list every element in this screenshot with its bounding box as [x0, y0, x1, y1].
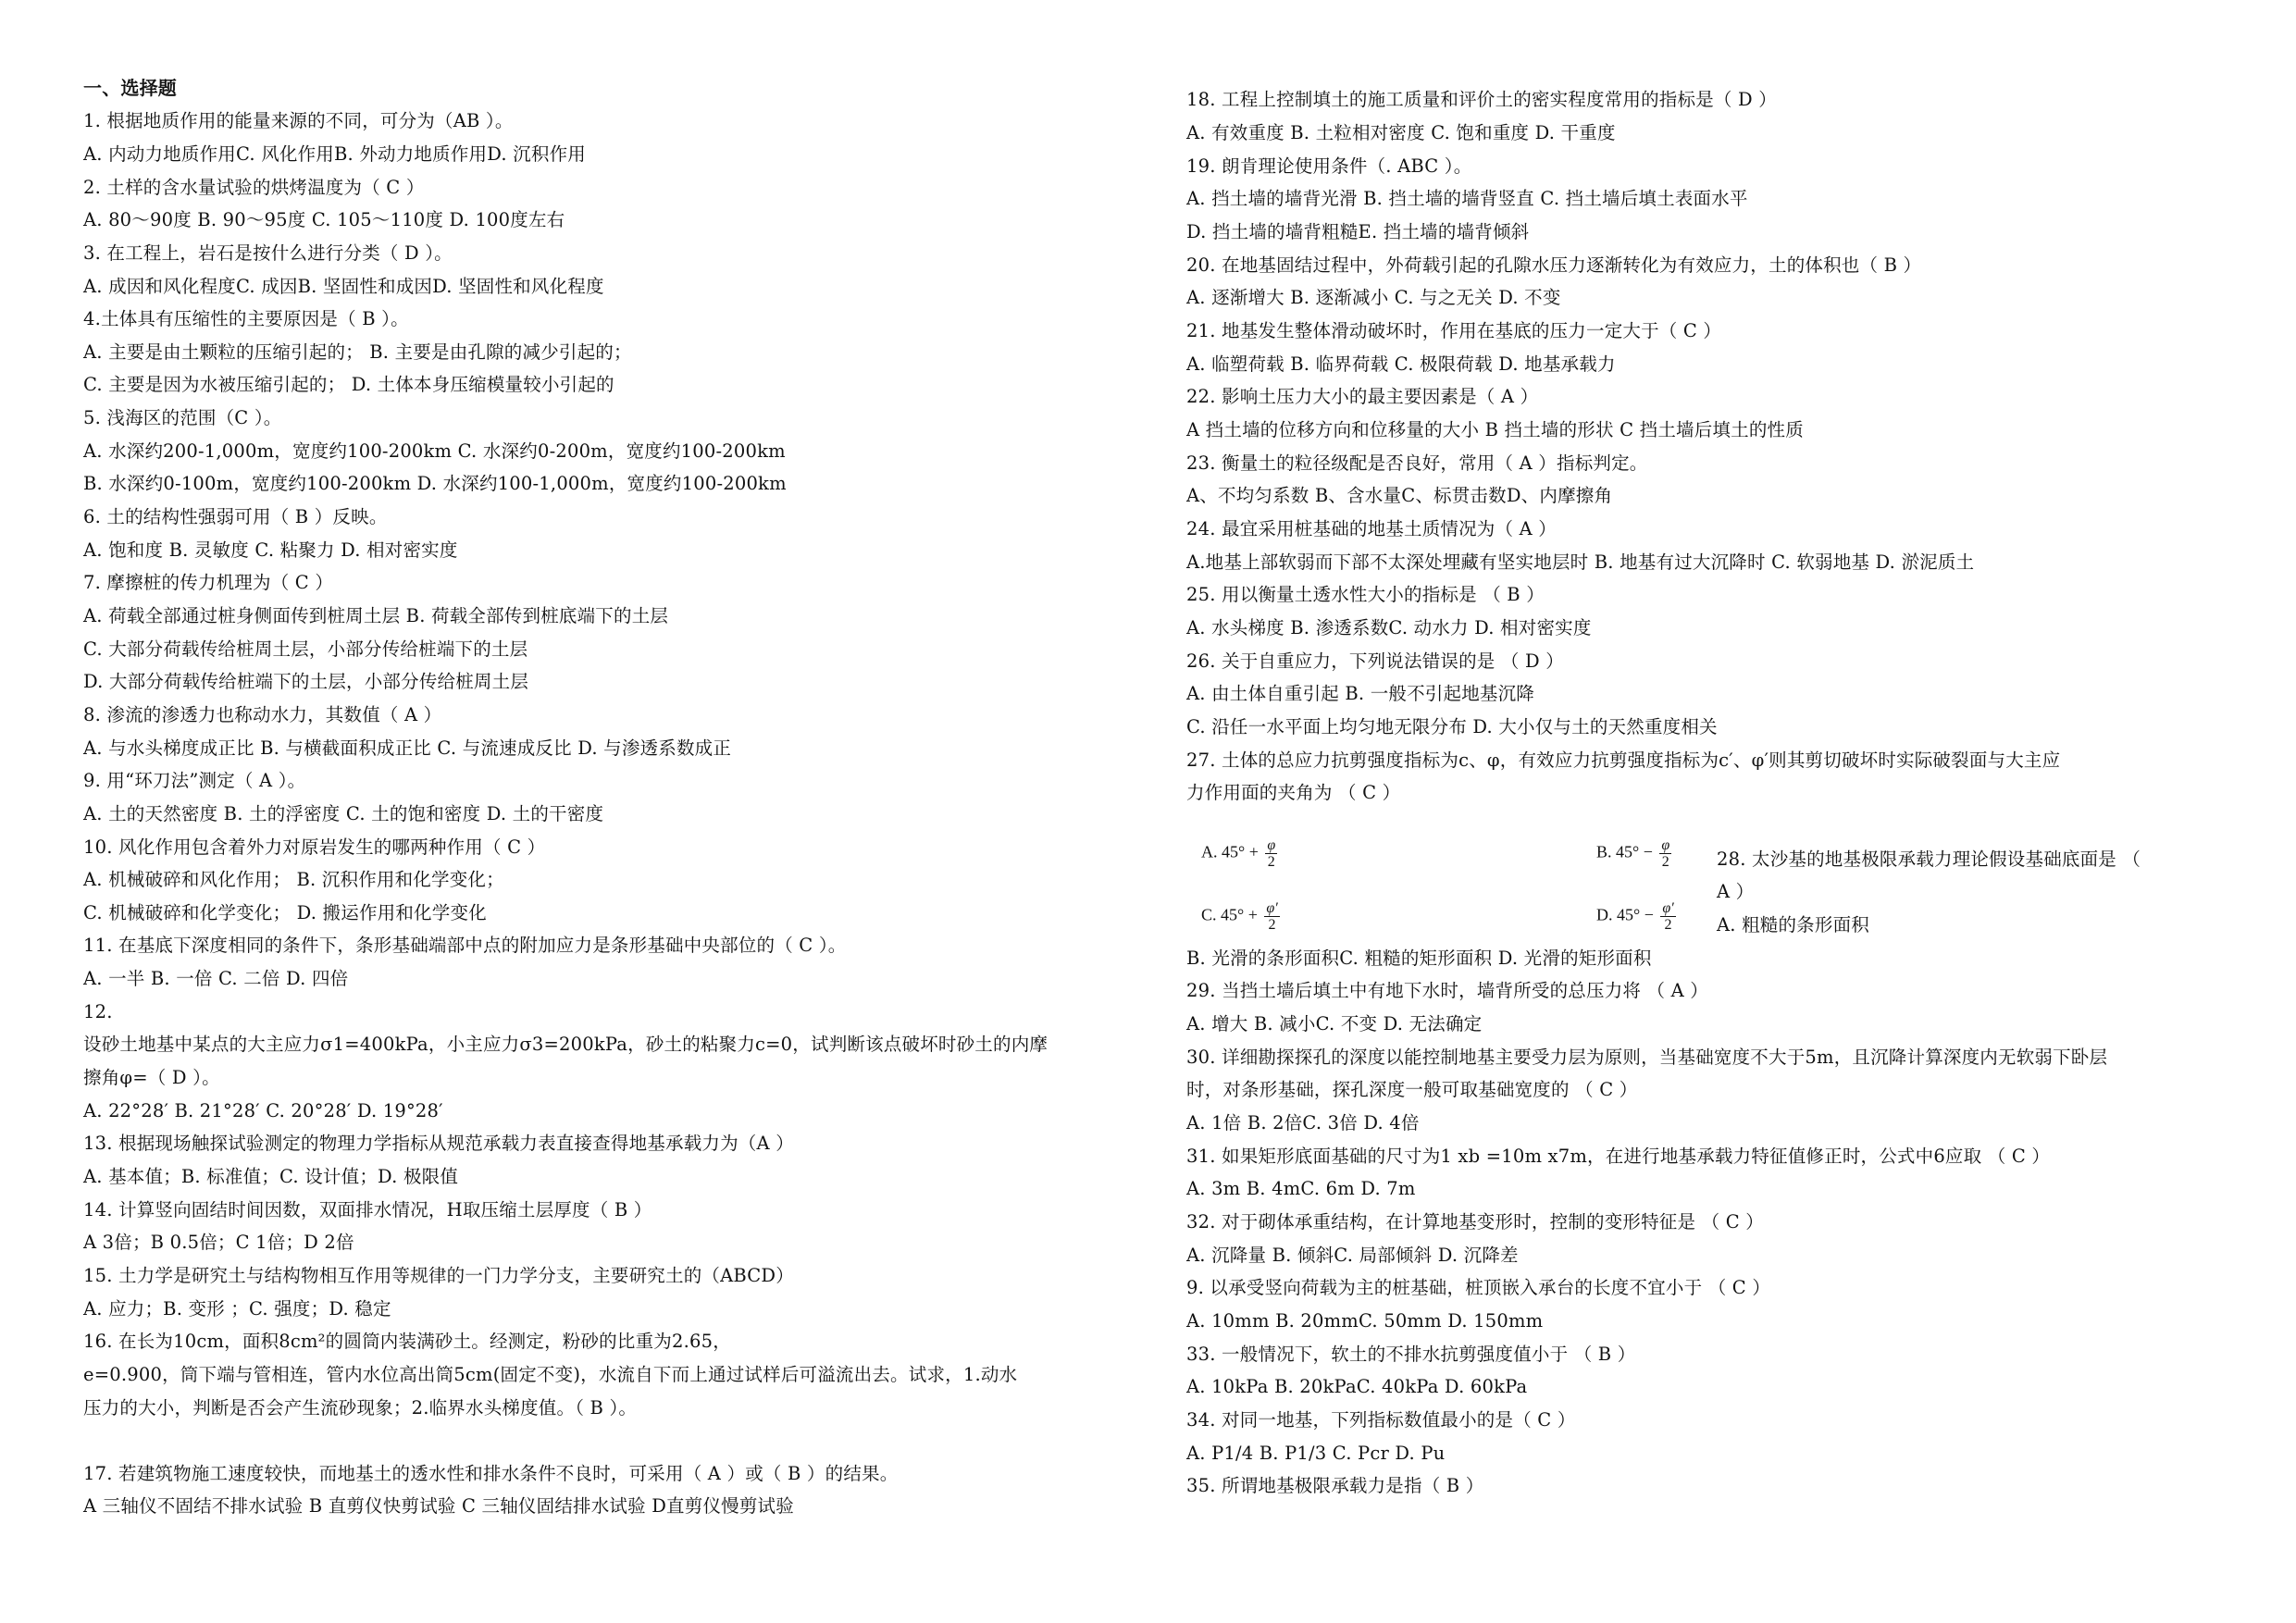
text-line: A. 水头梯度 B. 渗透系数C. 动水力 D. 相对密实度	[1186, 617, 1592, 638]
text-line: 26. 关于自重应力，下列说法错误的是 （ D ）	[1186, 650, 1564, 672]
text-line: A ）	[1717, 881, 1755, 902]
formula-option-d-label: D. 45° −	[1596, 905, 1654, 924]
text-line: A. 内动力地质作用C. 风化作用B. 外动力地质作用D. 沉积作用	[83, 143, 586, 165]
text-line: 20. 在地基固结过程中，外荷载引起的孔隙水压力逐渐转化为有效应力，土的体积也（ B ）	[1186, 254, 1922, 276]
text-line: 11. 在基底下深度相同的条件下，条形基础端部中点的附加应力是条形基础中央部位的（ C ）。	[83, 935, 847, 956]
text-line: 15. 土力学是研究土与结构物相互作用等规律的一门力学分支，主要研究土的（ABCD）	[83, 1265, 794, 1286]
text-line: 6. 土的结构性强弱可用（ B ）反映。	[83, 506, 388, 527]
text-line: A. 10mm B. 20mmC. 50mm D. 150mm	[1186, 1310, 1544, 1332]
text-line: A 3倍；B 0.5倍；C 1倍；D 2倍	[83, 1232, 354, 1253]
text-line: 32. 对于砌体承重结构，在计算地基变形时，控制的变形特征是 （ C ）	[1186, 1211, 1764, 1233]
text-line: A. P1/4 B. P1/3 C. Pcr D. Pu	[1186, 1443, 1446, 1464]
text-line: A. 逐渐增大 B. 逐渐减小 C. 与之无关 D. 不变	[1186, 287, 1561, 308]
text-line: 18. 工程上控制填土的施工质量和评价土的密实程度常用的指标是（ D ）	[1186, 89, 1777, 110]
text-line: A. 主要是由土颗粒的压缩引起的； B. 主要是由孔隙的减少引起的；	[83, 341, 632, 363]
text-line: 12.	[83, 1001, 113, 1022]
formula-option-b-numerator: φ	[1661, 837, 1670, 853]
text-line: 16. 在长为10cm，面积8cm²的圆筒内装满砂土。经测定，粉砂的比重为2.65，	[83, 1331, 731, 1352]
text-line: A. 成因和风化程度C. 成因B. 坚固性和成因D. 坚固性和风化程度	[83, 276, 604, 297]
formula-option-b-label: B. 45° −	[1596, 842, 1653, 861]
text-line: D. 大部分荷载传给桩端下的土层，小部分传给桩周土层	[83, 671, 529, 692]
text-line: A 挡土墙的位移方向和位移量的大小 B 挡土墙的形状 C 挡土墙后填土的性质	[1186, 419, 1804, 440]
text-line: A. 一半 B. 一倍 C. 二倍 D. 四倍	[83, 968, 349, 989]
text-line: C. 机械破碎和化学变化； D. 搬运作用和化学变化	[83, 902, 487, 923]
text-line: A、不均匀系数 B、含水量C、标贯击数D、内摩擦角	[1186, 485, 1613, 506]
text-line: 9. 以承受竖向荷载为主的桩基础，桩顶嵌入承台的长度不宜小于 （ C ）	[1186, 1277, 1771, 1298]
text-line: A. 80～90度 B. 90～95度 C. 105～110度 D. 100度左右	[83, 209, 565, 230]
formula-option-b-denominator: 2	[1661, 854, 1669, 870]
text-line: A. 增大 B. 减小C. 不变 D. 无法确定	[1186, 1013, 1483, 1035]
text-line: 22. 影响土压力大小的最主要因素是（ A ）	[1186, 386, 1539, 407]
text-line: 13. 根据现场触探试验测定的物理力学指标从规范承载力表直接查得地基承载力为（A ）	[83, 1133, 794, 1154]
text-line: 24. 最宜采用桩基础的地基土质情况为（ A ）	[1186, 518, 1557, 539]
text-line: A.地基上部软弱而下部不太深处埋藏有坚实地层时 B. 地基有过大沉降时 C. 软弱地基 D. 淤泥质土	[1186, 551, 1975, 573]
text-line: A. 1倍 B. 2倍C. 3倍 D. 4倍	[1186, 1112, 1420, 1134]
text-line: D. 挡土墙的墙背粗糙E. 挡土墙的墙背倾斜	[1186, 221, 1530, 242]
text-line: 23. 衡量土的粒径级配是否良好，常用（ A ）指标判定。	[1186, 452, 1648, 474]
text-line: 25. 用以衡量土透水性大小的指标是 （ B ）	[1186, 584, 1545, 605]
section-heading: 一、选择题	[83, 77, 177, 99]
formula-option-d-denominator: 2	[1664, 917, 1672, 933]
formula-option-c-denominator: 2	[1268, 917, 1276, 933]
formula-option-a-numerator: φ	[1267, 837, 1276, 853]
text-line: B. 光滑的条形面积C. 粗糙的矩形面积 D. 光滑的矩形面积	[1186, 948, 1652, 969]
text-line: 14. 计算竖向固结时间因数，双面排水情况，H取压缩土层厚度（ B ）	[83, 1199, 652, 1220]
text-line: A. 与水头梯度成正比 B. 与横截面积成正比 C. 与流速成反比 D. 与渗透系数成正	[83, 737, 732, 759]
text-line: 28. 太沙基的地基极限承载力理论假设基础底面是 （	[1717, 849, 2141, 870]
text-line: 擦角φ=（ D ）。	[83, 1067, 220, 1088]
text-line: 19. 朗肯理论使用条件（. ABC ）。	[1186, 155, 1472, 177]
text-line: 4.土体具有压缩性的主要原因是（ B ）。	[83, 308, 409, 329]
text-line: A. 有效重度 B. 土粒相对密度 C. 饱和重度 D. 干重度	[1186, 122, 1616, 143]
text-line: C. 大部分荷载传给桩周土层，小部分传给桩端下的土层	[83, 638, 528, 660]
text-line: A. 机械破碎和风化作用； B. 沉积作用和化学变化；	[83, 869, 504, 890]
text-line: A. 沉降量 B. 倾斜C. 局部倾斜 D. 沉降差	[1186, 1245, 1519, 1266]
text-line: B. 水深约0-100m，宽度约100-200km D. 水深约100-1,000m，宽度约100-200km	[83, 473, 787, 494]
text-line: 3. 在工程上，岩石是按什么进行分类（ D ）。	[83, 242, 453, 264]
formula-option-d-numerator: φ′	[1662, 900, 1674, 916]
text-line: 10. 风化作用包含着外力对原岩发生的哪两种作用（ C ）	[83, 836, 546, 858]
text-line: A. 由土体自重引起 B. 一般不引起地基沉降	[1186, 683, 1535, 704]
text-line: 34. 对同一地基，下列指标数值最小的是（ C ）	[1186, 1409, 1576, 1431]
text-line: 1. 根据地质作用的能量来源的不同，可分为（AB ）。	[83, 110, 514, 131]
formula-option-c	[1201, 900, 1280, 933]
formula-option-c-numerator: φ′	[1266, 900, 1278, 916]
text-line: A. 10kPa B. 20kPaC. 40kPa D. 60kPa	[1186, 1376, 1528, 1397]
text-line: A 三轴仪不固结不排水试验 B 直剪仪快剪试验 C 三轴仪固结排水试验 D直剪仪慢剪试验	[83, 1495, 794, 1517]
formula-option-b	[1596, 837, 1671, 870]
text-line: 17. 若建筑物施工速度较快，而地基土的透水性和排水条件不良时，可采用（ A ）或（ B ）的结果。	[83, 1463, 899, 1484]
text-line: 8. 渗流的渗透力也称动水力，其数值（ A ）	[83, 704, 442, 725]
text-line: 30. 详细勘探探孔的深度以能控制地基主要受力层为原则，当基础宽度不大于5m，且沉降计算深度内无软弱下卧层	[1186, 1047, 2108, 1068]
text-line: 2. 土样的含水量试验的烘烤温度为（ C ）	[83, 177, 425, 198]
text-line: 力作用面的夹角为 （ C ）	[1186, 782, 1401, 803]
text-line: 31. 如果矩形底面基础的尺寸为1 xb =10m x7m，在进行地基承载力特征值修正时，公式中6应取 （ C ）	[1186, 1146, 2051, 1167]
text-line: 33. 一般情况下，软土的不排水抗剪强度值小于 （ B ）	[1186, 1344, 1636, 1365]
text-line: A. 应力；B. 变形 ；C. 强度；D. 稳定	[83, 1298, 391, 1319]
formula-option-a	[1201, 837, 1277, 870]
text-line: 5. 浅海区的范围（C ）。	[83, 407, 282, 428]
text-line: 35. 所谓地基极限承载力是指（ B ）	[1186, 1475, 1484, 1496]
text-line: A. 基本值；B. 标准值；C. 设计值；D. 极限值	[83, 1166, 459, 1187]
text-line: A. 粗糙的条形面积	[1717, 914, 1869, 935]
text-line: 29. 当挡土墙后填土中有地下水时，墙背所受的总压力将 （ A ）	[1186, 980, 1708, 1001]
text-line: A. 水深约200-1,000m，宽度约100-200km C. 水深约0-200m，宽度约100-200km	[83, 440, 786, 462]
text-line: 9. 用“环刀法”测定（ A ）。	[83, 770, 306, 791]
text-line: A. 临塑荷载 B. 临界荷载 C. 极限荷载 D. 地基承载力	[1186, 353, 1616, 375]
formula-option-c-label: C. 45° +	[1201, 905, 1258, 924]
text-line: 设砂土地基中某点的大主应力σ1=400kPa，小主应力σ3=200kPa，砂土的粘聚力c=0，试判断该点破坏时砂土的内摩	[83, 1034, 1049, 1055]
text-line: A. 挡土墙的墙背光滑 B. 挡土墙的墙背竖直 C. 挡土墙后填土表面水平	[1186, 188, 1748, 209]
text-line: A. 22°28′ B. 21°28′ C. 20°28′ D. 19°28′	[83, 1100, 443, 1121]
formula-option-d	[1596, 900, 1676, 933]
text-line: C. 主要是因为水被压缩引起的； D. 土体本身压缩模量较小引起的	[83, 374, 614, 395]
text-line: A. 饱和度 B. 灵敏度 C. 粘聚力 D. 相对密实度	[83, 539, 458, 561]
text-line: 27. 土体的总应力抗剪强度指标为c、φ，有效应力抗剪强度指标为c′、φ′则其剪切破坏时实际破裂面与大主应	[1186, 750, 2061, 771]
text-line: 7. 摩擦桩的传力机理为（ C ）	[83, 572, 334, 593]
text-line: 21. 地基发生整体滑动破坏时，作用在基底的压力一定大于（ C ）	[1186, 320, 1722, 341]
formula-option-a-denominator: 2	[1267, 854, 1275, 870]
text-line: e=0.900，筒下端与管相连，管内水位高出筒5cm(固定不变)，水流自下而上通过试样后可溢流出去。试求，1.动水	[83, 1364, 1018, 1385]
text-line: A. 3m B. 4mC. 6m D. 7m	[1186, 1178, 1416, 1199]
text-line: A. 荷载全部通过桩身侧面传到桩周土层 B. 荷载全部传到桩底端下的土层	[83, 605, 669, 626]
text-line: A. 土的天然密度 B. 土的浮密度 C. 土的饱和密度 D. 土的干密度	[83, 803, 604, 824]
text-line: 压力的大小，判断是否会产生流砂现象；2.临界水头梯度值。（ B ）。	[83, 1397, 638, 1419]
formula-option-a-label: A. 45° +	[1201, 842, 1259, 861]
text-line: C. 沿任一水平面上均匀地无限分布 D. 大小仅与土的天然重度相关	[1186, 716, 1718, 737]
text-line: 时，对条形基础，探孔深度一般可取基础宽度的 （ C ）	[1186, 1079, 1638, 1100]
